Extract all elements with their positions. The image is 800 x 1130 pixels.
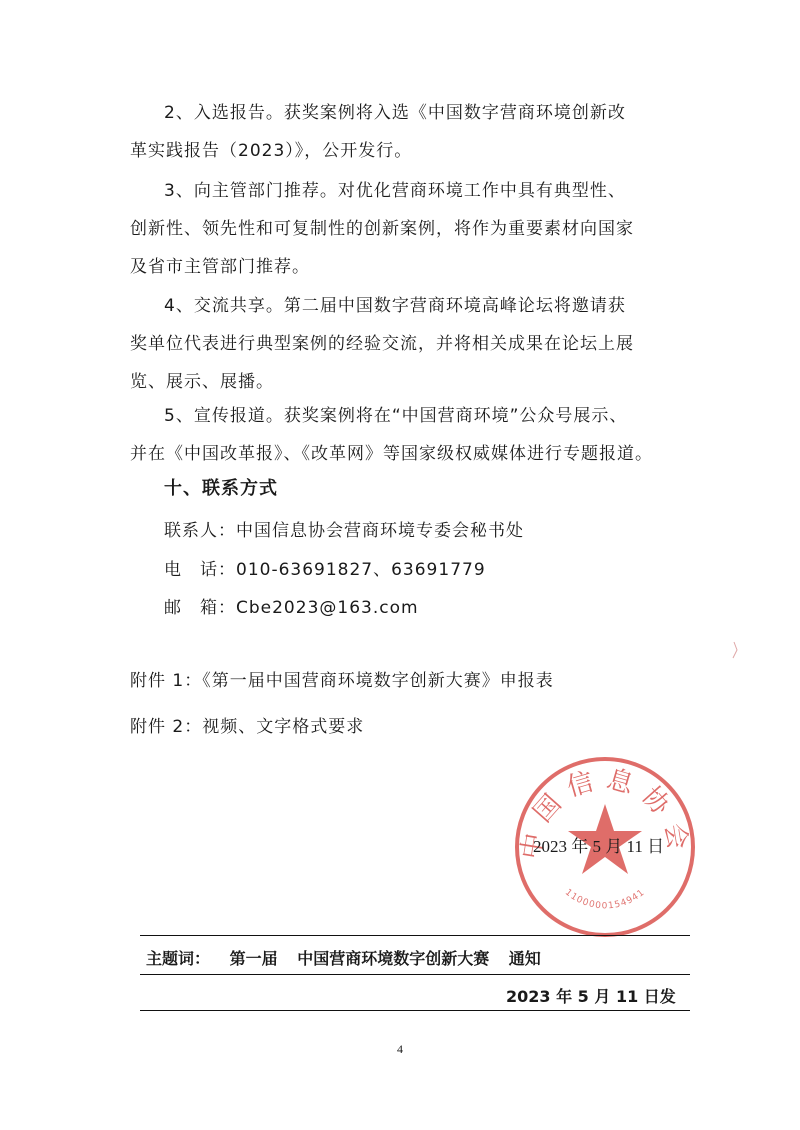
issued-date: 2023 年 5 月 11 日发 [506,987,676,1006]
item-5-line-1: 5、宣传报道。获奖案例将在“中国营商环境”公众号展示、 [164,406,628,426]
item-2-line-1: 2、入选报告。获奖案例将入选《中国数字营商环境创新改 [164,103,626,123]
contact-email: 邮 箱：Cbe2023@163.com [164,598,419,618]
item-3-line-2: 创新性、领先性和可复制性的创新案例，将作为重要素材向国家 [130,219,634,239]
bottom-divider [140,1010,690,1011]
item-3-line-1: 3、向主管部门推荐。对优化营商环境工作中具有典型性、 [164,181,626,201]
section-heading: 十、联系方式 [164,478,278,499]
item-2-line-2: 革实践报告（2023）》，公开发行。 [130,141,413,161]
attachment-1: 附件 1：《第一届中国营商环境数字创新大赛》申报表 [130,671,554,691]
subject-line [146,946,555,969]
seal-number: 1100000154941 [562,887,648,912]
contact-person: 联系人：中国信息协会营商环境专委会秘书处 [164,521,524,541]
item-4-line-1: 4、交流共享。第二届中国数字营商环境高峰论坛将邀请获 [164,296,626,316]
middle-divider [140,974,690,975]
item-5-line-2: 并在《中国改革报》、《改革网》等国家级权威媒体进行专题报道。 [130,444,653,464]
subject-part-2: 中国营商环境数字创新大赛 [297,949,490,968]
item-3-line-3: 及省市主管部门推荐。 [130,257,310,277]
item-2-paragraph [130,94,690,170]
seal-text: 中国信息协会 [516,764,694,862]
item-5-paragraph [130,397,690,473]
svg-text:1100000154941 [563,888,647,912]
contact-phone: 电 话：010-63691827、63691779 [164,560,486,580]
item-4-line-2: 奖单位代表进行典型案例的经验交流，并将相关成果在论坛上展 [130,334,634,354]
page-number: 4 [397,1042,403,1056]
item-3-paragraph [130,172,690,286]
subject-part-1: 第一届 [229,949,278,968]
subject-label: 主题词： [146,949,211,968]
item-4-line-3: 览、展示、展播。 [130,372,274,392]
top-divider [140,935,690,936]
subject-part-3: 通知 [508,949,541,968]
attachment-2: 附件 2：视频、文字格式要求 [130,717,365,737]
scan-mark [730,640,744,664]
signature-date: 2023 年 5 月 11 日 [533,837,665,856]
item-4-paragraph [130,287,690,401]
